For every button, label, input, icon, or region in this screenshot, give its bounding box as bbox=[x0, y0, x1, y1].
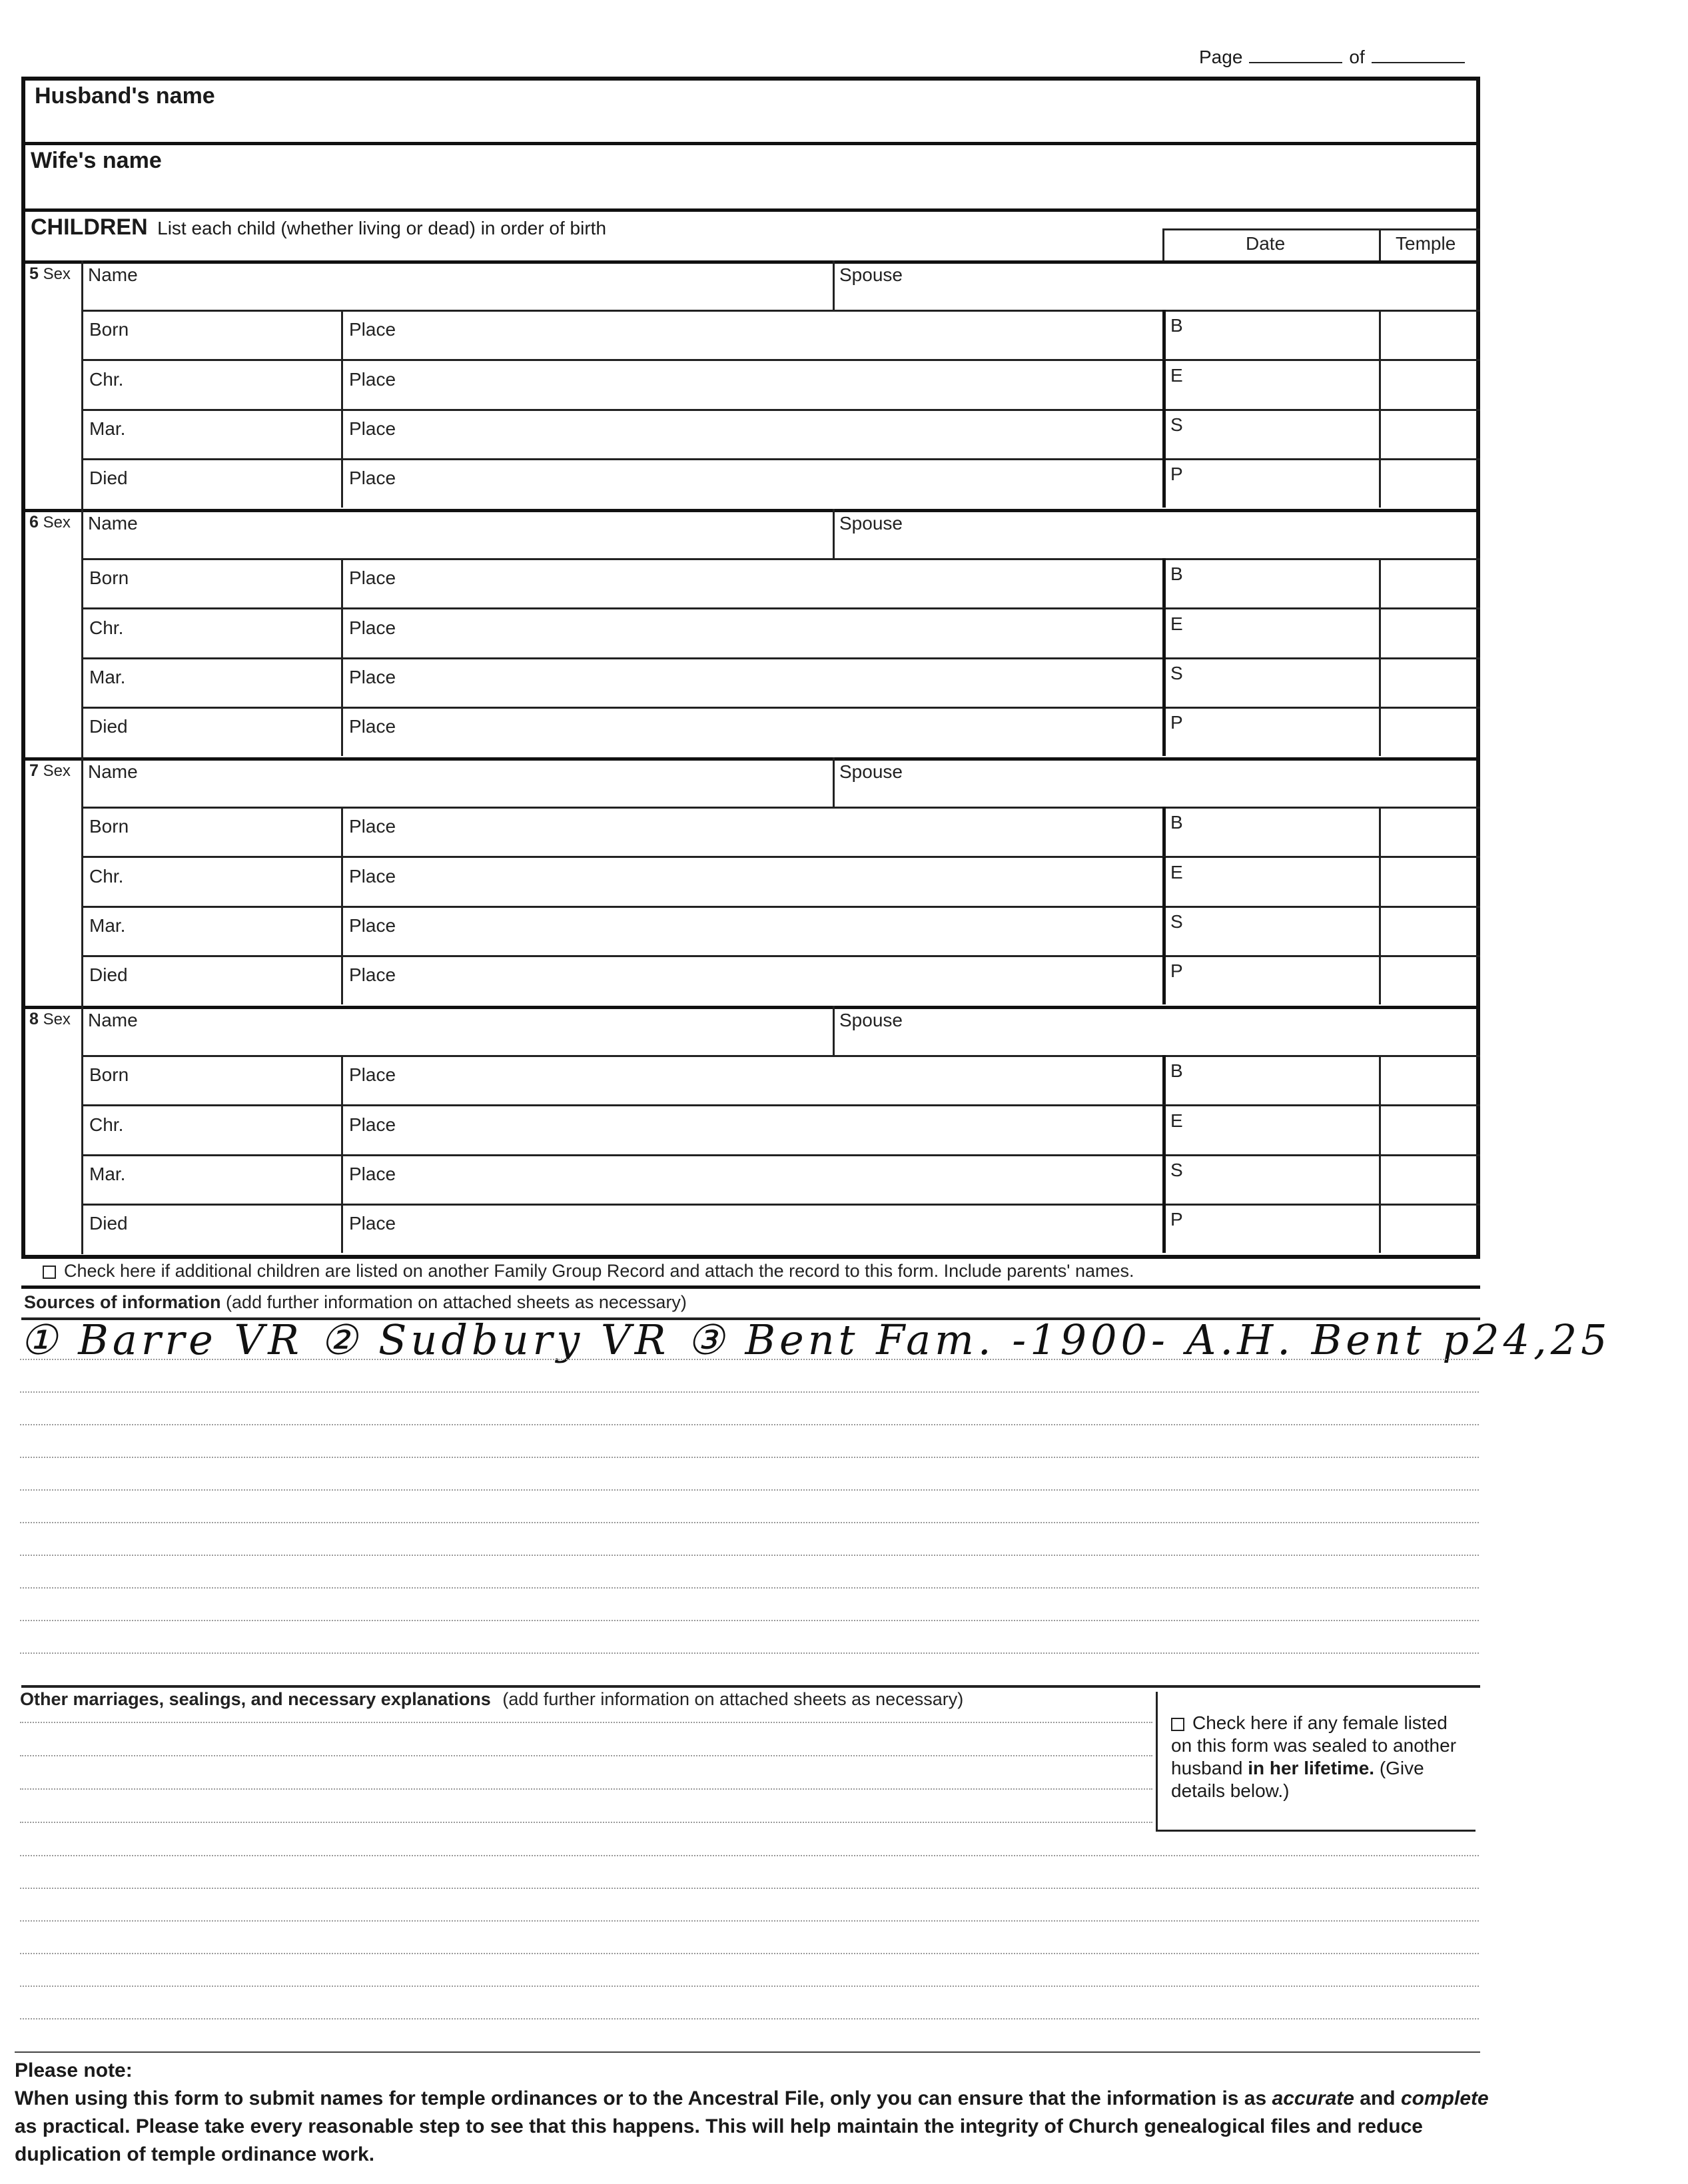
child-2-event-2-place-field[interactable] bbox=[344, 908, 1159, 953]
child-2-event-0-label: Born bbox=[89, 816, 129, 837]
child-1-event-0-date-field[interactable] bbox=[85, 560, 338, 605]
place-col-divider bbox=[341, 657, 343, 707]
child-2-event-1-date-field[interactable] bbox=[85, 859, 338, 904]
child-0-event-1-temple-field[interactable] bbox=[1382, 362, 1476, 407]
temple-col-divider bbox=[1379, 360, 1381, 409]
writing-line[interactable] bbox=[20, 1424, 1479, 1425]
temple-col-divider bbox=[1379, 857, 1381, 906]
place-col-divider bbox=[341, 409, 343, 458]
temple-col-divider bbox=[1379, 906, 1381, 955]
child-2-event-0-place-label: Place bbox=[349, 816, 396, 837]
spouse-divider bbox=[833, 260, 835, 310]
note-p2: as practical. Please take every reasonable step to see that this happens. This will help maintain the integrity of Church genealogical files and reduce duplication of temple ordinance work. bbox=[15, 2115, 1423, 2165]
child-3-event-0-label: Born bbox=[89, 1064, 129, 1085]
writing-line[interactable] bbox=[20, 1788, 1152, 1790]
child-2-event-0-ordinance-date-field[interactable] bbox=[1166, 809, 1376, 854]
child-2-event-1-place-label: Place bbox=[349, 866, 396, 887]
child-2-event-0-date-field[interactable] bbox=[85, 809, 338, 854]
sex-col-divider bbox=[81, 509, 83, 757]
child-2-event-2-ordinance-label: S bbox=[1170, 911, 1183, 932]
temple-col-label: Temple bbox=[1396, 233, 1456, 254]
child-3-event-1-temple-field[interactable] bbox=[1382, 1107, 1476, 1152]
place-col-divider bbox=[341, 458, 343, 508]
child-0-event-2-label: Mar. bbox=[89, 418, 126, 439]
writing-line[interactable] bbox=[20, 1888, 1479, 1889]
child-2-event-1-ordinance-label: E bbox=[1170, 862, 1183, 883]
writing-line[interactable] bbox=[20, 1391, 1479, 1393]
temple-col-divider bbox=[1379, 1105, 1381, 1154]
sources-handwritten-entry[interactable]: ① Barre VR ② Sudbury VR ③ Bent Fam. -1900- A.H. Bent p24,25 bbox=[20, 1315, 1611, 1364]
page-label: Page bbox=[1199, 47, 1243, 67]
female-check-text-1: Check here if any female listed on this form was sealed to another husband bbox=[1171, 1712, 1457, 1778]
children-header bbox=[31, 214, 606, 240]
temple-col-divider bbox=[1379, 1204, 1381, 1253]
child-3-name-field[interactable] bbox=[85, 1007, 829, 1054]
checkbox[interactable] bbox=[43, 1266, 56, 1279]
note-and: and bbox=[1360, 2087, 1396, 2109]
child-1-event-0-place-field[interactable] bbox=[344, 560, 1159, 605]
temple-col-divider bbox=[1379, 1055, 1381, 1104]
other-marriages-hint: (add further information on attached sheets as necessary) bbox=[502, 1689, 964, 1709]
temple-col-divider bbox=[1379, 1154, 1381, 1204]
child-2-event-3-temple-field[interactable] bbox=[1382, 957, 1476, 1002]
child-0-event-1-date-field[interactable] bbox=[85, 362, 338, 407]
note-accurate: accurate bbox=[1272, 2087, 1354, 2109]
temple-col-divider bbox=[1379, 310, 1381, 359]
child-1-event-3-place-field[interactable] bbox=[344, 709, 1159, 754]
writing-line[interactable] bbox=[20, 1920, 1479, 1922]
writing-line[interactable] bbox=[20, 1986, 1479, 1987]
child-3-event-1-place-label: Place bbox=[349, 1114, 396, 1135]
child-0-spouse-field[interactable] bbox=[836, 262, 1477, 308]
writing-line[interactable] bbox=[20, 1953, 1479, 1954]
place-col-divider bbox=[341, 608, 343, 657]
child-0-name-label: Name bbox=[88, 264, 138, 285]
child-2-name-field[interactable] bbox=[85, 759, 829, 805]
temple-col-divider bbox=[1379, 458, 1381, 508]
child-0-spouse-label: Spouse bbox=[839, 264, 903, 285]
writing-line[interactable] bbox=[20, 1489, 1479, 1491]
row-divider bbox=[81, 607, 1480, 609]
writing-line[interactable] bbox=[20, 1359, 1479, 1360]
child-0-event-3-date-field[interactable] bbox=[85, 460, 338, 506]
child-1-event-2-label: Mar. bbox=[89, 667, 126, 687]
child-1-event-0-label: Born bbox=[89, 567, 129, 588]
child-1-spouse-label: Spouse bbox=[839, 513, 903, 534]
temple-col-divider bbox=[1379, 558, 1381, 607]
please-note bbox=[15, 2057, 1493, 2169]
page-number-field bbox=[1199, 47, 1472, 68]
sex-col-divider bbox=[81, 1006, 83, 1254]
child-0-event-1-place-field[interactable] bbox=[344, 362, 1159, 407]
writing-line[interactable] bbox=[20, 1457, 1479, 1458]
writing-line[interactable] bbox=[20, 1522, 1479, 1523]
child-2-event-1-place-field[interactable] bbox=[344, 859, 1159, 904]
spouse-divider bbox=[833, 757, 835, 807]
child-1-event-1-temple-field[interactable] bbox=[1382, 610, 1476, 655]
child-1-event-1-label: Chr. bbox=[89, 617, 124, 638]
child-0-sex-label: 5 Sex bbox=[29, 264, 71, 283]
divider bbox=[21, 208, 1480, 212]
spouse-divider bbox=[833, 509, 835, 558]
child-2-event-3-place-label: Place bbox=[349, 964, 396, 985]
child-0-event-2-ordinance-date-field[interactable] bbox=[1166, 411, 1376, 456]
temple-col-divider bbox=[1379, 807, 1381, 856]
child-2-event-3-label: Died bbox=[89, 964, 128, 985]
child-0-event-2-ordinance-label: S bbox=[1170, 414, 1183, 435]
place-col-divider bbox=[341, 906, 343, 955]
child-3-event-3-label: Died bbox=[89, 1213, 128, 1234]
divider bbox=[21, 1285, 1480, 1289]
child-1-event-0-ordinance-date-field[interactable] bbox=[1166, 560, 1376, 605]
child-0-event-0-place-label: Place bbox=[349, 319, 396, 340]
child-0-event-0-label: Born bbox=[89, 319, 129, 340]
child-2-sex-label: 7 Sex bbox=[29, 761, 71, 780]
note-complete: complete bbox=[1400, 2087, 1489, 2109]
child-2-name-label: Name bbox=[88, 761, 138, 782]
child-0-event-1-ordinance-date-field[interactable] bbox=[1166, 362, 1376, 407]
child-1-event-3-date-field[interactable] bbox=[85, 709, 338, 754]
child-2-event-2-temple-field[interactable] bbox=[1382, 908, 1476, 953]
child-3-event-3-ordinance-label: P bbox=[1170, 1209, 1183, 1230]
child-1-event-1-ordinance-date-field[interactable] bbox=[1166, 610, 1376, 655]
child-2-event-1-label: Chr. bbox=[89, 866, 124, 887]
child-0-name-field[interactable] bbox=[85, 262, 829, 308]
child-0-event-3-place-field[interactable] bbox=[344, 460, 1159, 506]
place-col-divider bbox=[341, 360, 343, 409]
child-2-event-0-place-field[interactable] bbox=[344, 809, 1159, 854]
child-3-event-0-place-label: Place bbox=[349, 1064, 396, 1085]
child-0-event-2-place-field[interactable] bbox=[344, 411, 1159, 456]
writing-line[interactable] bbox=[20, 1822, 1152, 1823]
child-3-event-2-date-field[interactable] bbox=[85, 1156, 338, 1202]
temple-col-divider bbox=[1379, 707, 1381, 756]
child-1-event-2-date-field[interactable] bbox=[85, 659, 338, 705]
place-col-divider bbox=[341, 707, 343, 756]
child-0-event-3-ordinance-date-field[interactable] bbox=[1166, 460, 1376, 506]
husband-name-field[interactable] bbox=[27, 80, 1476, 141]
child-3-event-2-label: Mar. bbox=[89, 1164, 126, 1184]
additional-children-check[interactable] bbox=[43, 1261, 1134, 1281]
row-divider bbox=[81, 1104, 1480, 1106]
child-0-event-2-temple-field[interactable] bbox=[1382, 411, 1476, 456]
sources-label bbox=[24, 1292, 687, 1313]
child-0-event-0-ordinance-date-field[interactable] bbox=[1166, 312, 1376, 357]
child-2-event-2-label: Mar. bbox=[89, 915, 126, 936]
child-2-event-3-date-field[interactable] bbox=[85, 957, 338, 1002]
child-3-event-3-date-field[interactable] bbox=[85, 1206, 338, 1251]
child-2-event-2-date-field[interactable] bbox=[85, 908, 338, 953]
place-col-divider bbox=[341, 857, 343, 906]
child-3-event-3-ordinance-date-field[interactable] bbox=[1166, 1206, 1376, 1251]
writing-line[interactable] bbox=[20, 1587, 1479, 1589]
note-p1: When using this form to submit names for temple ordinances or to the Ancestral File, only you can ensure that the information is as bbox=[15, 2087, 1267, 2109]
child-0-event-3-place-label: Place bbox=[349, 468, 396, 488]
husband-name-label: Husband's name bbox=[35, 83, 215, 109]
child-3-event-0-ordinance-date-field[interactable] bbox=[1166, 1057, 1376, 1102]
checkbox[interactable] bbox=[1171, 1718, 1184, 1731]
sex-col-divider bbox=[81, 757, 83, 1006]
child-3-spouse-label: Spouse bbox=[839, 1010, 903, 1030]
female-check-bold: in her lifetime. bbox=[1248, 1758, 1375, 1778]
child-0-event-0-temple-field[interactable] bbox=[1382, 312, 1476, 357]
child-1-event-2-ordinance-label: S bbox=[1170, 663, 1183, 683]
child-3-event-2-place-field[interactable] bbox=[344, 1156, 1159, 1202]
divider bbox=[15, 2051, 1480, 2053]
temple-col-divider bbox=[1379, 228, 1381, 260]
child-3-name-label: Name bbox=[88, 1010, 138, 1030]
child-3-event-2-place-label: Place bbox=[349, 1164, 396, 1184]
row-divider bbox=[81, 359, 1480, 361]
writing-line[interactable] bbox=[20, 1652, 1479, 1654]
child-0-event-0-place-field[interactable] bbox=[344, 312, 1159, 357]
child-2-spouse-field[interactable] bbox=[836, 759, 1477, 805]
child-1-event-3-label: Died bbox=[89, 716, 128, 737]
spouse-divider bbox=[833, 1006, 835, 1055]
child-2-event-1-temple-field[interactable] bbox=[1382, 859, 1476, 904]
child-3-event-3-temple-field[interactable] bbox=[1382, 1206, 1476, 1251]
child-3-event-0-place-field[interactable] bbox=[344, 1057, 1159, 1102]
sources-hint: (add further information on attached sheets as necessary) bbox=[226, 1292, 687, 1312]
of-blank[interactable] bbox=[1372, 47, 1465, 63]
page-blank[interactable] bbox=[1249, 47, 1342, 63]
child-0-event-2-place-label: Place bbox=[349, 418, 396, 439]
child-3-event-3-place-field[interactable] bbox=[344, 1206, 1159, 1251]
child-2-event-1-ordinance-date-field[interactable] bbox=[1166, 859, 1376, 904]
place-col-divider bbox=[341, 1204, 343, 1253]
child-2-spouse-label: Spouse bbox=[839, 761, 903, 782]
writing-line[interactable] bbox=[20, 1855, 1479, 1856]
of-label: of bbox=[1349, 47, 1365, 67]
other-marriages-label bbox=[20, 1689, 963, 1710]
child-1-event-1-ordinance-label: E bbox=[1170, 613, 1183, 634]
child-3-event-1-ordinance-date-field[interactable] bbox=[1166, 1107, 1376, 1152]
date-col-label: Date bbox=[1246, 233, 1286, 254]
child-1-event-2-place-label: Place bbox=[349, 667, 396, 687]
sources-title: Sources of information bbox=[24, 1292, 221, 1312]
children-subtitle: List each child (whether living or dead) in order of birth bbox=[157, 218, 607, 238]
child-0-event-3-temple-field[interactable] bbox=[1382, 460, 1476, 506]
temple-col-divider bbox=[1379, 657, 1381, 707]
child-1-event-2-temple-field[interactable] bbox=[1382, 659, 1476, 705]
child-2-event-2-place-label: Place bbox=[349, 915, 396, 936]
child-0-event-0-ordinance-label: B bbox=[1170, 315, 1183, 336]
child-3-event-1-date-field[interactable] bbox=[85, 1107, 338, 1152]
child-1-event-3-ordinance-date-field[interactable] bbox=[1166, 709, 1376, 754]
child-3-event-2-temple-field[interactable] bbox=[1382, 1156, 1476, 1202]
child-3-spouse-field[interactable] bbox=[836, 1007, 1477, 1054]
child-0-event-1-ordinance-label: E bbox=[1170, 365, 1183, 386]
writing-line[interactable] bbox=[20, 2018, 1479, 2019]
child-3-event-2-ordinance-label: S bbox=[1170, 1160, 1183, 1180]
child-1-event-3-temple-field[interactable] bbox=[1382, 709, 1476, 754]
writing-line[interactable] bbox=[20, 1755, 1152, 1756]
child-1-event-1-date-field[interactable] bbox=[85, 610, 338, 655]
child-3-event-1-label: Chr. bbox=[89, 1114, 124, 1135]
female-check-text-2: (Give details below.) bbox=[1171, 1758, 1424, 1801]
child-3-event-0-date-field[interactable] bbox=[85, 1057, 338, 1102]
place-col-divider bbox=[341, 310, 343, 359]
child-1-event-0-temple-field[interactable] bbox=[1382, 560, 1476, 605]
additional-children-text: Check here if additional children are listed on another Family Group Record and attach the record to this form. Include parents' names. bbox=[64, 1261, 1134, 1281]
female-sealed-check-box[interactable] bbox=[1156, 1692, 1476, 1832]
place-col-divider bbox=[341, 1154, 343, 1204]
child-1-name-field[interactable] bbox=[85, 510, 829, 557]
child-1-event-0-ordinance-label: B bbox=[1170, 563, 1183, 584]
row-divider bbox=[81, 856, 1480, 858]
writing-line[interactable] bbox=[20, 1620, 1479, 1621]
temple-col-divider bbox=[1379, 409, 1381, 458]
child-1-event-3-ordinance-label: P bbox=[1170, 712, 1183, 733]
child-0-event-3-ordinance-label: P bbox=[1170, 464, 1183, 484]
child-0-event-1-label: Chr. bbox=[89, 369, 124, 390]
child-1-event-3-place-label: Place bbox=[349, 716, 396, 737]
child-2-event-0-ordinance-label: B bbox=[1170, 812, 1183, 833]
child-1-event-1-place-label: Place bbox=[349, 617, 396, 638]
child-2-event-2-ordinance-date-field[interactable] bbox=[1166, 908, 1376, 953]
other-marriages-title: Other marriages, sealings, and necessary explanations bbox=[20, 1689, 491, 1709]
note-text bbox=[15, 2085, 1493, 2169]
child-0-event-0-date-field[interactable] bbox=[85, 312, 338, 357]
writing-line[interactable] bbox=[20, 1722, 1152, 1723]
wife-name-field[interactable] bbox=[27, 145, 1476, 206]
child-2-event-3-ordinance-date-field[interactable] bbox=[1166, 957, 1376, 1002]
child-3-event-1-ordinance-label: E bbox=[1170, 1110, 1183, 1131]
children-title: CHILDREN bbox=[31, 214, 148, 240]
child-3-event-2-ordinance-date-field[interactable] bbox=[1166, 1156, 1376, 1202]
child-2-event-0-temple-field[interactable] bbox=[1382, 809, 1476, 854]
child-1-event-2-place-field[interactable] bbox=[344, 659, 1159, 705]
child-1-name-label: Name bbox=[88, 513, 138, 534]
child-2-event-3-place-field[interactable] bbox=[344, 957, 1159, 1002]
temple-col-divider bbox=[1379, 955, 1381, 1004]
writing-line[interactable] bbox=[20, 1555, 1479, 1556]
place-col-divider bbox=[341, 807, 343, 856]
child-0-event-2-date-field[interactable] bbox=[85, 411, 338, 456]
child-3-event-3-place-label: Place bbox=[349, 1213, 396, 1234]
child-0-event-1-place-label: Place bbox=[349, 369, 396, 390]
child-2-event-3-ordinance-label: P bbox=[1170, 960, 1183, 981]
place-col-divider bbox=[341, 955, 343, 1004]
place-col-divider bbox=[341, 1105, 343, 1154]
child-3-event-0-temple-field[interactable] bbox=[1382, 1057, 1476, 1102]
child-1-sex-label: 6 Sex bbox=[29, 513, 71, 532]
child-3-sex-label: 8 Sex bbox=[29, 1010, 71, 1028]
place-col-divider bbox=[341, 1055, 343, 1104]
child-3-event-1-place-field[interactable] bbox=[344, 1107, 1159, 1152]
divider bbox=[21, 1685, 1480, 1688]
child-0-event-3-label: Died bbox=[89, 468, 128, 488]
place-col-divider bbox=[341, 558, 343, 607]
temple-col-divider bbox=[1379, 608, 1381, 657]
child-3-event-0-ordinance-label: B bbox=[1170, 1060, 1183, 1081]
note-title: Please note: bbox=[15, 2059, 133, 2081]
child-1-event-2-ordinance-date-field[interactable] bbox=[1166, 659, 1376, 705]
sex-col-divider bbox=[81, 260, 83, 509]
child-1-event-0-place-label: Place bbox=[349, 567, 396, 588]
wife-name-label: Wife's name bbox=[31, 148, 162, 173]
child-1-spouse-field[interactable] bbox=[836, 510, 1477, 557]
child-1-event-1-place-field[interactable] bbox=[344, 610, 1159, 655]
